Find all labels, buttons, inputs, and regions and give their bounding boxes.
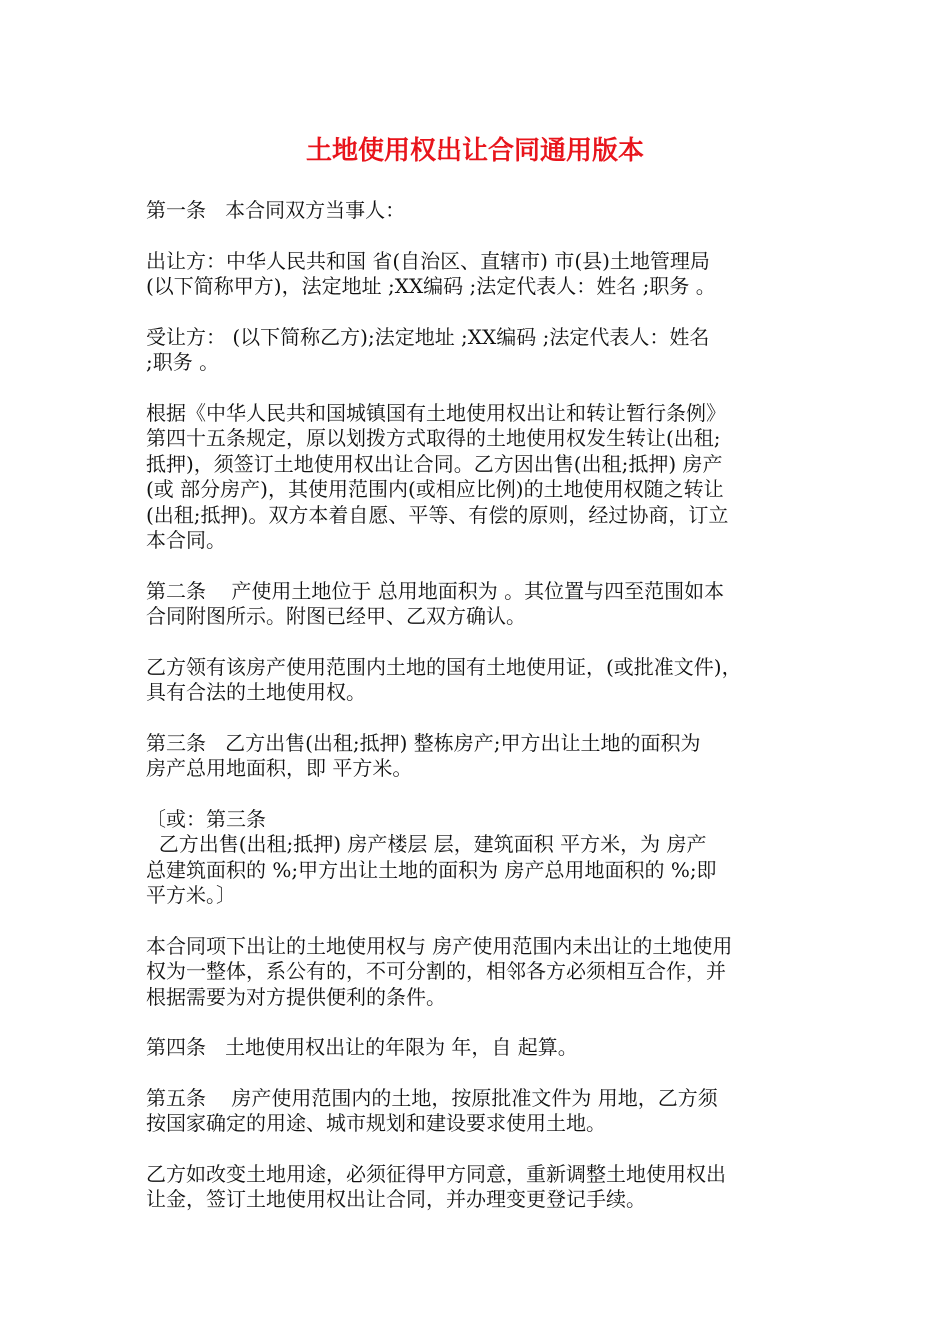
paragraph-line: 第三条 乙方出售(出租;抵押) 整栋房产;甲方出让土地的面积为 xyxy=(146,730,701,755)
paragraph-line: 让金，签订土地使用权出让合同，并办理变更登记手续。 xyxy=(146,1187,646,1211)
document-paragraph xyxy=(146,198,818,224)
paragraph-line: 乙方如改变土地用途，必须征得甲方同意，重新调整土地使用权出 xyxy=(146,1161,726,1186)
paragraph-line: 乙方领有该房产使用范围内土地的国有土地使用证，(或批准文件)， xyxy=(146,654,742,679)
paragraph-line: 受让方： (以下简称乙方);法定地址 ;XX编码 ;法定代表人：姓名 xyxy=(146,324,710,349)
paragraph-line: (出租;抵押)。双方本着自愿、平等、有偿的原则，经过协商，订立 xyxy=(146,502,729,527)
paragraph-line: 合同附图所示。附图已经甲、乙双方确认。 xyxy=(146,604,526,628)
document-paragraph xyxy=(146,1086,818,1137)
paragraph-line: 本合同。 xyxy=(146,528,226,552)
paragraph-line: 按国家确定的用途、城市规划和建设要求使用土地。 xyxy=(146,1111,606,1135)
paragraph-line: 本合同项下出让的土地使用权与 房产使用范围内未出让的土地使用 xyxy=(146,933,733,958)
paragraph-line: (或 部分房产)，其使用范围内(或相应比例)的土地使用权随之转让 xyxy=(146,477,724,501)
paragraph-line: 乙方出售(出租;抵押) 房产楼层 层，建筑面积 平方米，为 房产 xyxy=(146,832,707,856)
paragraph-line: 〔或：第三条 xyxy=(146,806,266,831)
paragraph-line: 第四十五条规定，原以划拨方式取得的土地使用权发生转让(出租; xyxy=(146,426,721,450)
document-paragraph xyxy=(146,325,818,376)
paragraph-line: 第一条 本合同双方当事人： xyxy=(146,198,406,222)
paragraph-line: 平方米。〕 xyxy=(146,883,236,907)
paragraph-line: ;职务 。 xyxy=(146,350,220,374)
paragraph-line: 第二条 产使用土地位于 总用地面积为 。其位置与四至范围如本 xyxy=(146,578,725,603)
document-paragraph xyxy=(146,934,818,1011)
document-paragraph xyxy=(146,655,818,706)
document-paragraph xyxy=(146,1035,818,1061)
paragraph-line: 出让方：中华人民共和国 省(自治区、直辖市) 市(县)土地管理局 xyxy=(146,248,710,273)
document-paragraph xyxy=(146,1162,818,1213)
paragraph-line: (以下简称甲方)，法定地址 ;XX编码 ;法定代表人：姓名 ;职务 。 xyxy=(146,274,716,298)
paragraph-line: 总建筑面积的 %;甲方出让土地的面积为 房产总用地面积的 %;即 xyxy=(146,857,717,882)
document-paragraph xyxy=(146,731,818,782)
paragraph-line: 具有合法的土地使用权。 xyxy=(146,680,366,704)
document-body xyxy=(146,198,818,1238)
document-paragraph xyxy=(146,807,818,909)
paragraph-line: 权为一整体，系公有的，不可分割的，相邻各方必须相互合作，并 xyxy=(146,959,726,983)
document-paragraph xyxy=(146,401,818,554)
document-title: 土地使用权出让合同通用版本 xyxy=(305,136,644,166)
paragraph-line: 抵押)，须签订土地使用权出让合同。乙方因出售(出租;抵押) 房产 xyxy=(146,451,723,476)
paragraph-line: 房产总用地面积，即 平方米。 xyxy=(146,756,413,780)
document-paragraph xyxy=(146,249,818,300)
document-paragraph xyxy=(146,579,818,630)
paragraph-line: 根据需要为对方提供便利的条件。 xyxy=(146,984,446,1009)
paragraph-line: 第五条 房产使用范围内的土地，按原批准文件为 用地，乙方须 xyxy=(146,1085,718,1110)
paragraph-line: 第四条 土地使用权出让的年限为 年，自 起算。 xyxy=(146,1035,578,1059)
paragraph-line: 根据《中华人民共和国城镇国有土地使用权出让和转让暂行条例》 xyxy=(146,400,726,425)
